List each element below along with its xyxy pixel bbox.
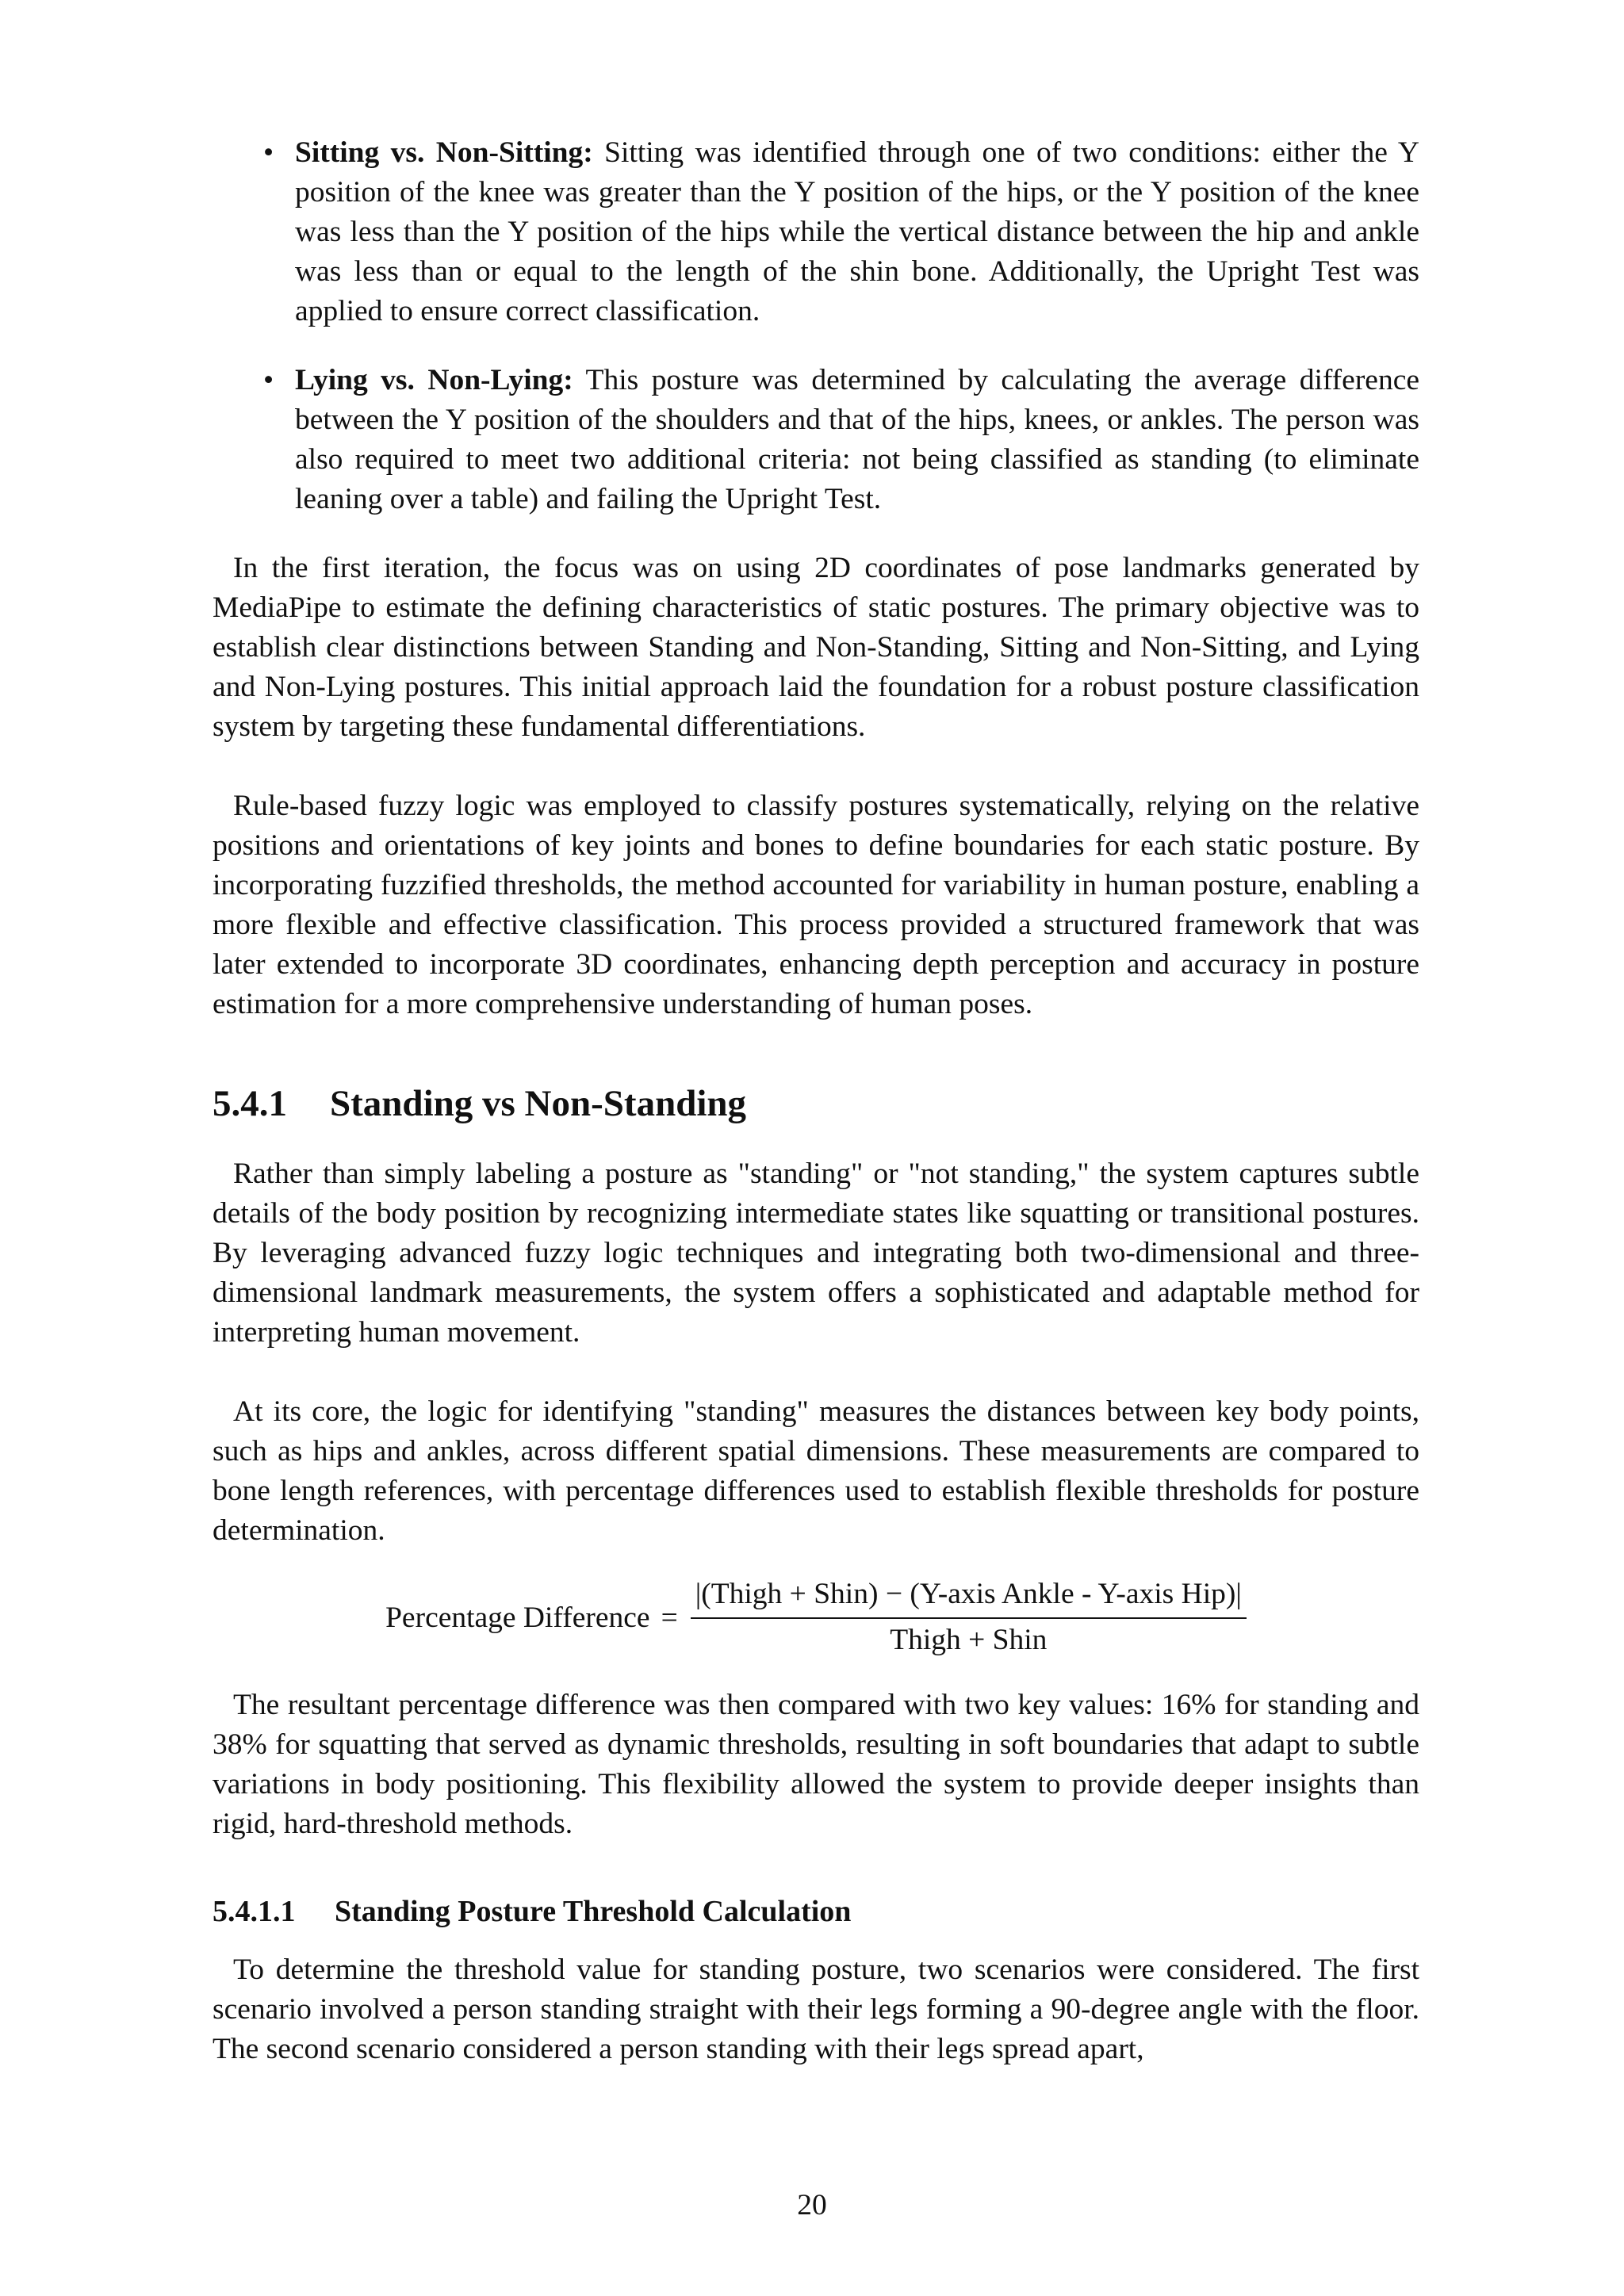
section-number: 5.4.1 xyxy=(213,1083,287,1124)
equation-denominator: Thigh + Shin xyxy=(890,1624,1048,1656)
subsection-heading xyxy=(213,1892,1419,1931)
paragraph: In the first iteration, the focus was on using 2D coordinates of pose landmarks generated by MediaPipe to estimate the defining characteristics of static postures. The primary objective was to establish clear distinctions between Standing and Non-Standing, Sitting and Non-Sitting, and Lying and Non-Lying postures. This initial approach laid the foundation for a robust posture classification system by targeting these fundamental differentiations. xyxy=(213,552,1419,743)
paragraph: At its core, the logic for identifying "standing" measures the distances between key body points, such as hips and ankles, across different spatial dimensions. These measurements are compared to bone length references, with percentage differences used to establish flexible thresholds for posture determination. xyxy=(213,1395,1419,1547)
percentage-difference-equation xyxy=(213,1576,1419,1659)
bullet-marker: • xyxy=(263,364,274,396)
paragraph: To determine the threshold value for standing posture, two scenarios were considered. The first scenario involved a person standing straight with their legs forming a 90-degree angle with the floor. The second scenario considered a person standing with their legs spread apart, xyxy=(213,1954,1419,2065)
bullet-term: Lying vs. Non-Lying: xyxy=(295,364,573,396)
list-item xyxy=(213,361,1419,519)
list-item xyxy=(213,133,1419,331)
equation-lhs: Percentage Difference xyxy=(385,1601,650,1634)
bullet-marker: • xyxy=(263,136,274,169)
document-page xyxy=(213,133,1419,2069)
posture-criteria-list xyxy=(213,133,1419,519)
page-number: 20 xyxy=(797,2189,827,2221)
equation-equals: = xyxy=(661,1601,678,1634)
bullet-text: Sitting was identified through one of two conditions: either the Y position of the knee was greater than the Y position of the hips, or the Y position of the knee was less than the Y position of the hips while the vertical distance between the hip and ankle was less than or equal to the length of the shin bone. Additionally, the Upright Test was applied to ensure correct classification. xyxy=(295,136,1419,327)
bullet-term: Sitting vs. Non-Sitting: xyxy=(295,136,593,169)
paragraph: Rather than simply labeling a posture as "standing" or "not standing," the system captures subtle details of the body position by recognizing intermediate states like squatting or transitional postures. By leveraging advanced fuzzy logic techniques and integrating both two-dimensional and three-dimensional landmark measurements, the system offers a sophisticated and adaptable method for interpreting human movement. xyxy=(213,1158,1419,1349)
bullet-text: This posture was determined by calculating the average difference between the Y position of the shoulders and that of the hips, knees, or ankles. The person was also required to meet two additional criteria: not being classified as standing (to eliminate leaning over a table) and failing the Upright Test. xyxy=(295,364,1419,515)
equation-fraction xyxy=(691,1576,1247,1659)
equation-numerator: |(Thigh + Shin) − (Y-axis Ankle - Y-axis Hip)| xyxy=(691,1576,1247,1619)
paragraph: Rule-based fuzzy logic was employed to classify postures systematically, relying on the relative positions and orientations of key joints and bones to define boundaries for each static posture. By incorporating fuzzified thresholds, the method accounted for variability in human posture, enabling a more flexible and effective classification. This process provided a structured framework that was later extended to incorporate 3D coordinates, enhancing depth perception and accuracy in posture estimation for a more comprehensive understanding of human poses. xyxy=(213,790,1419,1020)
section-title: Standing vs Non-Standing xyxy=(330,1083,747,1124)
paragraph: The resultant percentage difference was then compared with two key values: 16% for standing and 38% for squatting that served as dynamic thresholds, resulting in soft boundaries that adapt to subtle variations in body positioning. This flexibility allowed the system to provide deeper insights than rigid, hard-threshold methods. xyxy=(213,1689,1419,1840)
subsection-number: 5.4.1.1 xyxy=(213,1895,296,1928)
subsection-title: Standing Posture Threshold Calculation xyxy=(335,1895,852,1928)
section-heading xyxy=(213,1080,1419,1127)
